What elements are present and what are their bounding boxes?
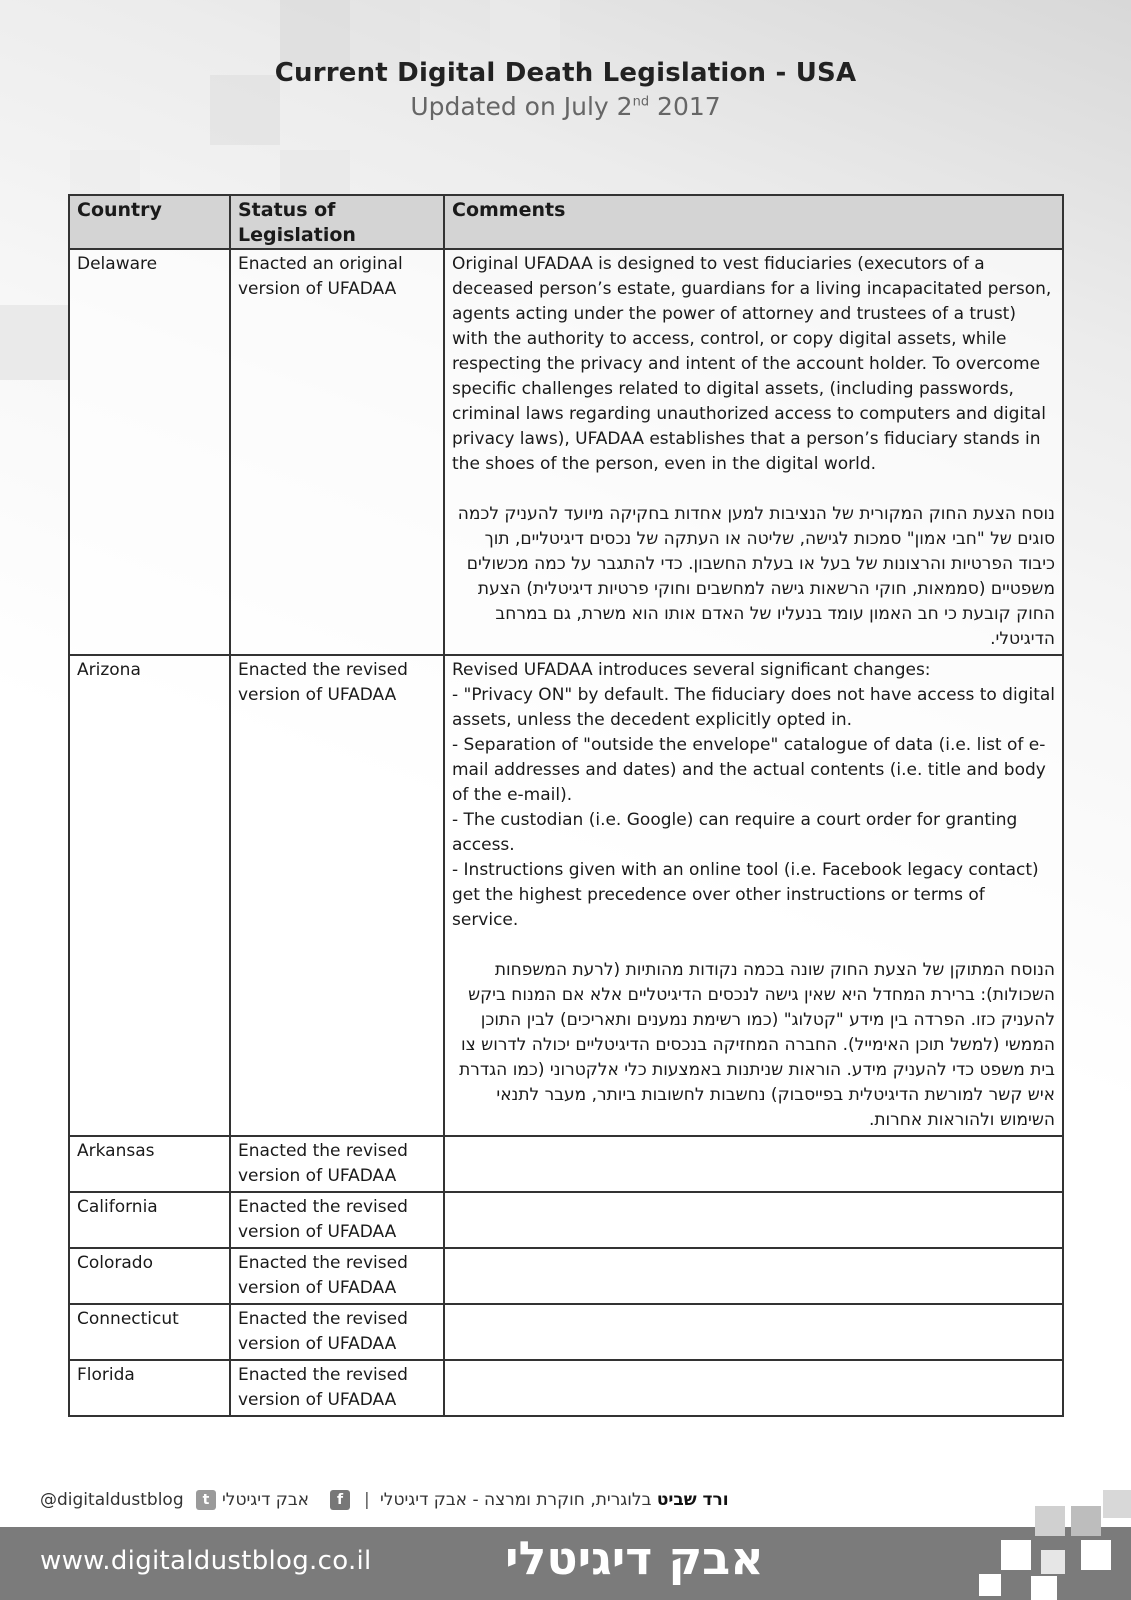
country-cell: Florida: [69, 1360, 230, 1416]
header: [0, 58, 1131, 121]
comments-cell: [444, 1136, 1063, 1192]
status-cell: Enacted the revised version of UFADAA: [230, 1136, 444, 1192]
subtitle-prefix: Updated on July 2: [410, 92, 633, 121]
country-cell: California: [69, 1192, 230, 1248]
comments-cell: [444, 655, 1063, 1136]
footer-bar: [0, 1527, 1131, 1600]
comments-cell: [444, 1304, 1063, 1360]
status-cell: Enacted the revised version of UFADAA: [230, 1360, 444, 1416]
comments-cell: [444, 1248, 1063, 1304]
page-subtitle: [0, 92, 1131, 121]
author-name: ורד שביט: [656, 1490, 729, 1510]
table-row: [69, 1304, 1063, 1360]
country-cell: Arkansas: [69, 1136, 230, 1192]
twitter-handle-link[interactable]: @digitaldustblog: [40, 1490, 184, 1510]
decorative-squares-bottom: [971, 1490, 1131, 1600]
page-title: Current Digital Death Legislation - USA: [274, 58, 857, 88]
status-cell: Enacted the revised version of UFADAA: [230, 1248, 444, 1304]
comments-cell: [444, 1192, 1063, 1248]
country-cell: Arizona: [69, 655, 230, 1136]
twitter-icon[interactable]: t: [196, 1490, 216, 1510]
status-cell: Enacted an original version of UFADAA: [230, 249, 444, 655]
facebook-icon[interactable]: f: [330, 1490, 350, 1510]
comment-hebrew: הנוסח המתוקן של הצעת החוק שונה בכמה נקודות מהותיות (לרעת המשפחות השכולות): ברירת המחדל היא שאין גישה לנכסים הדיגיטליים אלא אם המנוח ביקש להעניק כזו. הפרדה בין מידע "קטלוג" (כמו רשימת נמענים ותאריכים) לבין התוכן הממשי (למשל תוכן האימייל). החברה המחזיקה בנכסים הדיגיטליים יכולה לדרוש צו בית משפט כדי להעניק מידע. הוראות שניתנות באמצעות כלי אלקטרוני (כמו הגדרת איש קשר למורשת הדיגיטלית בפייסבוק) נחשבות לחשובות ביותר, מעבר לתנאי השימוש ולהוראות אחרות.: [459, 960, 1055, 1130]
subtitle-superscript: nd: [632, 94, 650, 110]
column-header-status: Status of Legislation: [230, 195, 444, 249]
table-row: [69, 249, 1063, 655]
brand-logo-text: אבק דיגיטלי: [505, 1531, 764, 1585]
comments-cell: [444, 249, 1063, 655]
comment-english: Original UFADAA is designed to vest fiduciaries (executors of a deceased person’s estate, guardians for a living incapacitated person, agents acting under the power of attorney and trustees of a trust) with the authority to access, control, or copy digital assets, while respecting the privacy and intent of the account holder. To overcome specific challenges related to digital assets, (including passwords, criminal laws regarding unauthorized access to computers and digital privacy laws), UFADAA establishes that a person’s fiduciary stands in the shoes of the person, even in the digital world.: [452, 254, 1052, 474]
table-row: [69, 1192, 1063, 1248]
footer-credits: [0, 1490, 1131, 1512]
table-row: [69, 655, 1063, 1136]
website-url-link[interactable]: www.digitaldustblog.co.il: [40, 1546, 372, 1576]
legislation-table: [68, 194, 1064, 1417]
subtitle-suffix: 2017: [649, 92, 721, 121]
table-row: [69, 1248, 1063, 1304]
comment-hebrew: נוסח הצעת החוק המקורית של הנציבות למען אחדות בחקיקה מיועד להעניק לכמה סוגים של "חבי אמון" סמכות לגישה, שליטה או העתקה של נכסים דיגיטליים, תוך כיבוד הפרטיות והרצונות של בעל או בעלת החשבון. כדי להתגבר על כמה מכשולים משפטיים (סממאות, חוקי הרשאות גישה למחשבים וחוקי פרטיות דיגיטלית) הצעת החוק קובעת כי חב האמון עומד בנעליו של האדם אותו הוא משרת, גם במרחב הדיגיטלי.: [457, 504, 1055, 649]
status-cell: Enacted the revised version of UFADAA: [230, 1304, 444, 1360]
author-byline: [380, 1490, 729, 1510]
comment-english: Revised UFADAA introduces several significant changes: - "Privacy ON" by default. The fiduciary does not have access to digital assets, unless the decedent explicitly opted in. - Separation of "outside the envelope" catalogue of data (i.e. list of e-mail addresses and dates) and the actual contents (i.e. title and body of the e-mail). - The custodian (i.e. Google) can require a court order for granting access. - Instructions given with an online tool (i.e. Facebook legacy contact) get the highest precedence over other instructions or terms of service.: [452, 660, 1056, 930]
facebook-page-link[interactable]: אבק דיגיטלי: [222, 1490, 310, 1510]
table-header-row: [69, 195, 1063, 249]
column-header-comments: Comments: [444, 195, 1063, 249]
status-cell: Enacted the revised version of UFADAA: [230, 1192, 444, 1248]
country-cell: Colorado: [69, 1248, 230, 1304]
comments-cell: [444, 1360, 1063, 1416]
country-cell: Delaware: [69, 249, 230, 655]
author-description: בלוגרית, חוקרת ומרצה - אבק דיגיטלי: [380, 1490, 657, 1510]
footer-separator: |: [364, 1490, 370, 1510]
country-cell: Connecticut: [69, 1304, 230, 1360]
table-row: [69, 1136, 1063, 1192]
status-cell: Enacted the revised version of UFADAA: [230, 655, 444, 1136]
table-row: [69, 1360, 1063, 1416]
column-header-country: Country: [69, 195, 230, 249]
